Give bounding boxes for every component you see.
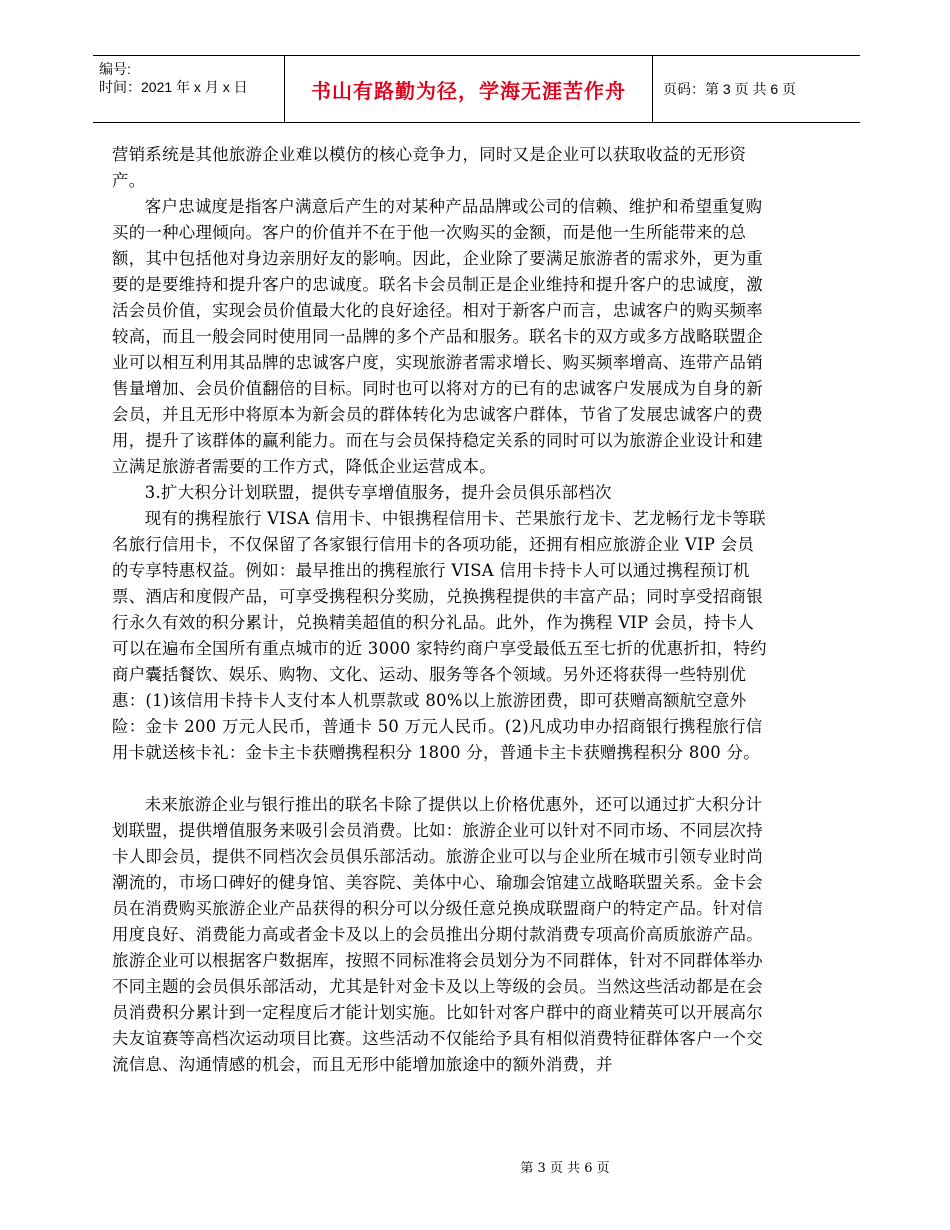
paragraph-future-cards: 未来旅游企业与银行推出的联名卡除了提供以上价格优惠外，还可以通过扩大积分计划联盟，提供增值服务来吸引会员消费。比如：旅游企业可以针对不同市场、不同层次持卡人即会员，提供不同档次会员俱乐部活动。旅游企业可以与企业所在城市引领专业时尚潮流的，市场口碑好的健身馆、美容院、美体中心、瑜珈会馆建立战略联盟关系。金卡会员在消费购买旅游企业产品获得的积分可以分级任意兑换成联盟商户的特定产品。针对信用度良好、消费能力高或者金卡及以上的会员推出分期付款消费专项高价高质旅游产品。旅游企业可以根据客户数据库，按照不同标准将会员划分为不同群体，针对不同群体举办不同主题的会员俱乐部活动，尤其是针对金卡及以上等级的会员。当然这些活动都是在会员消费积分累计到一定程度后才能计划实施。比如针对客户群中的商业精英可以开展高尔夫友谊赛等高档次运动项目比赛。这些活动不仅能给予具有相似消费特征群体客户一个交流信息、沟通情感的机会，而且无形中能增加旅途中的额外消费，并	[112, 795, 763, 1074]
document-time-label: 时间：2021 年 x 月 x 日	[99, 79, 248, 95]
paragraph-existing-cards: 现有的携程旅行 VISA 信用卡、中银携程信用卡、芒果旅行龙卡、艺龙畅行龙卡等联名旅行信用卡，不仅保留了各家银行信用卡的各项功能，还拥有相应旅游企业 VIP 会员的专享特惠权益。例如：最早推出的携程旅行 VISA 信用卡持卡人可以通过携程预订机票、酒店和度假产品，可享受携程积分奖励，兑换携程提供的丰富产品；同时享受招商银行永久有效的积分累计，兑换精美超值的积分礼品。此外，作为携程 VIP 会员，持卡人可以在遍布全国所有重点城市的近 3000 家特约商户享受最低五至七折的优惠折扣，特约商户囊括餐饮、娱乐、购物、文化、运动、服务等各个领域。另外还将获得一些特别优惠：(1)该信用卡持卡人支付本人机票款或 80%以上旅游团费，即可获赠高额航空意外险：金卡 200 万元人民币，普通卡 50 万元人民币。(2)凡成功申办招商银行携程旅行信用卡就送核卡礼：金卡主卡获赠携程积分 1800 分，普通卡主卡获赠携程积分 800 分。	[112, 509, 767, 762]
section-heading-3: 3.扩大积分计划联盟，提供专享增值服务，提升会员俱乐部档次	[144, 483, 612, 502]
paragraph-1: 营销系统是其他旅游企业难以模仿的核心竞争力，同时又是企业可以获取收益的无形资产。	[112, 145, 747, 190]
document-number-label: 编号:	[99, 61, 131, 77]
page-header	[93, 55, 860, 123]
header-meta	[93, 56, 285, 122]
header-page-info: 页码：第 3 页 共 6 页	[663, 81, 797, 97]
header-motto: 书山有路勤为径，学海无涯苦作舟	[285, 56, 653, 122]
page-footer	[0, 1157, 950, 1176]
paragraph-customer-loyalty: 客户忠诚度是指客户满意后产生的对某种产品品牌或公司的信赖、维护和希望重复购买的一种心理倾向。客户的价值并不在于他一次购买的金额，而是他一生所能带来的总额，其中包括他对身边亲朋好友的影响。因此，企业除了要满足旅游者的需求外，更为重要的是要维持和提升客户的忠诚度。联名卡会员制正是企业维持和提升客户的忠诚度，激活会员价值，实现会员价值最大化的良好途径。相对于新客户而言，忠诚客户的购买频率较高，而且一般会同时使用同一品牌的多个产品和服务。联名卡的双方或多方战略联盟企业可以相互利用其品牌的忠诚客户度，实现旅游者需求增长、购买频率增高、连带产品销售量增加、会员价值翻倍的目标。同时也可以将对方的已有的忠诚客户发展成为自身的新会员，并且无形中将原本为新会员的群体转化为忠诚客户群体，节省了发展忠诚客户的费用，提升了该群体的赢利能力。而在与会员保持稳定关系的同时可以为旅游企业设计和建立满足旅游者需要的工作方式，降低企业运营成本。	[112, 197, 763, 476]
document-body	[112, 142, 767, 1078]
footer-page-number: 第 3 页 共 6 页	[520, 1161, 610, 1176]
